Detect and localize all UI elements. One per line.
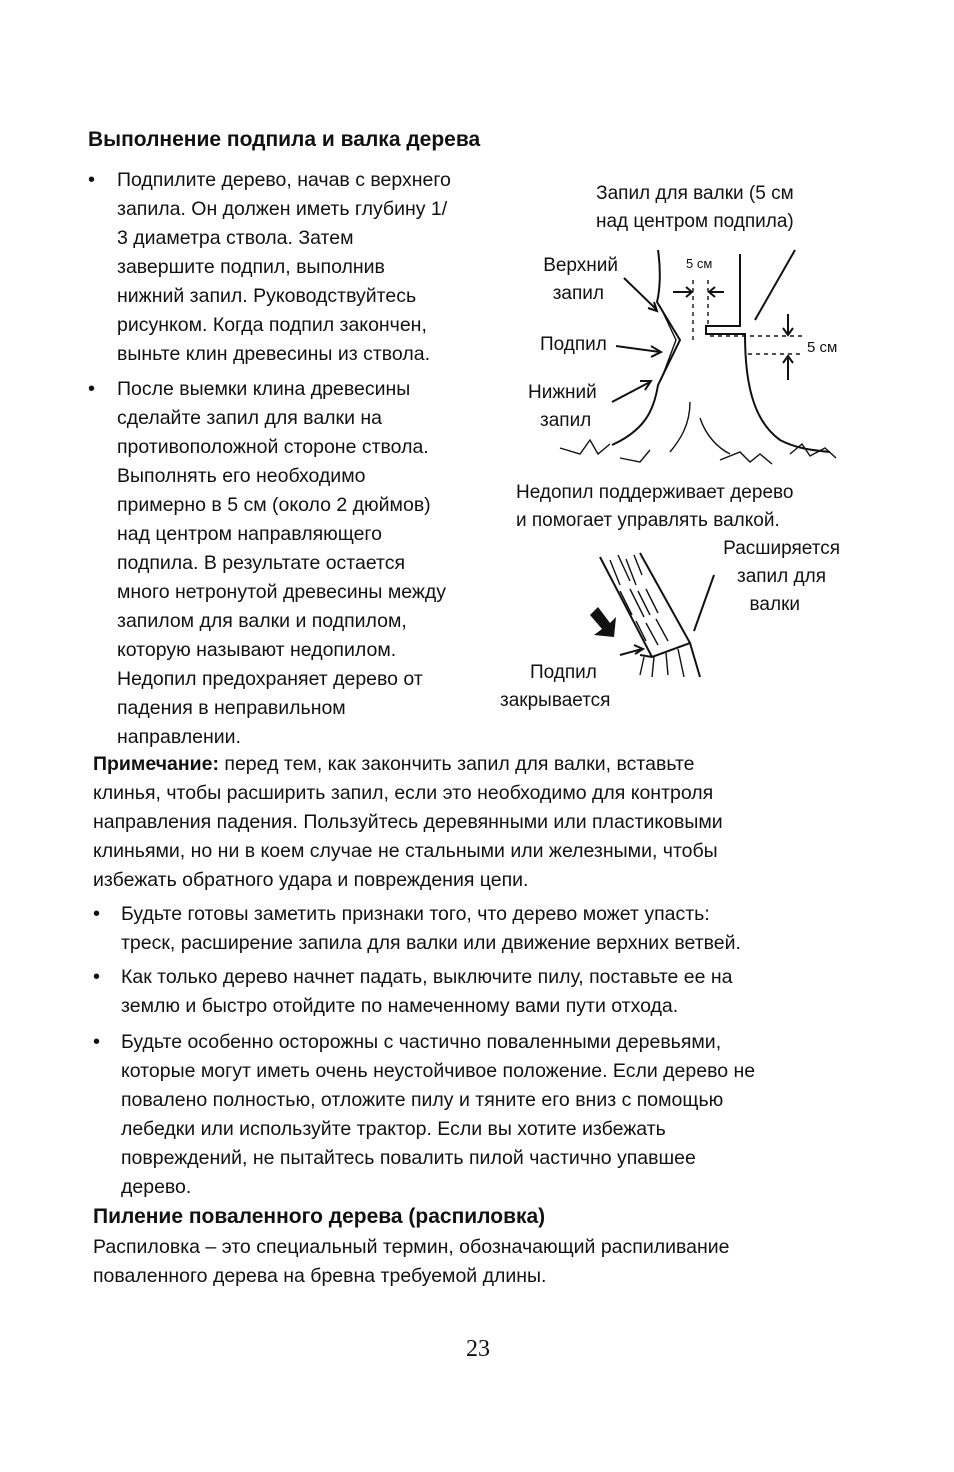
hinge-diagram-illustration — [580, 545, 720, 685]
text-line: сделайте запил для валки на — [117, 407, 383, 429]
bullet2-text — [117, 375, 446, 752]
text-line: запила. Он должен иметь глубину 1/ — [117, 198, 448, 220]
text-line: землю и быстро отойдите по намеченному вами пути отхода. — [121, 995, 679, 1017]
note-label: Примечание: — [93, 753, 219, 775]
text-line: над центром направляющего — [117, 523, 382, 545]
text-line: Недопил предохраняет дерево от — [117, 668, 423, 690]
text-line: 3 диаметра ствола. Затем — [117, 227, 354, 249]
bullet4-text — [121, 963, 733, 1021]
text-line: подпила. В результате остается — [117, 552, 406, 574]
label-notch-closes: Подпил закрывается — [500, 662, 611, 711]
bullet-marker: • — [93, 1031, 101, 1053]
text-line: лебедки или используйте трактор. Если вы хотите избежать — [121, 1118, 666, 1140]
text-line: противоположной стороне ствола. — [117, 436, 429, 458]
text-line: рисунком. Когда подпил закончен, — [117, 314, 427, 336]
text-line: поваленного дерева на бревна требуемой длины. — [93, 1265, 547, 1287]
text-line: повреждений, не пытайтесь повалить пилой частично упавшее — [121, 1147, 696, 1169]
text-line: После выемки клина древесины — [117, 378, 411, 400]
text-line: повалено полностью, отложите пилу и тяните его вниз с помощью — [121, 1089, 724, 1111]
text-line: которые могут иметь очень неустойчивое положение. Если дерево не — [121, 1060, 756, 1082]
note-first-line: Примечание: перед тем, как закончить запил для валки, вставьте — [93, 753, 695, 775]
text-line: избежать обратного удара и повреждения цепи. — [93, 869, 529, 891]
label-notch: Подпил — [540, 334, 607, 355]
text-line: направления падения. Пользуйтесь деревянными или пластиковыми — [93, 811, 723, 833]
text-line: клиньями, но ни в коем случае не стальными или железными, чтобы — [93, 840, 718, 862]
text-line: Выполнять его необходимо — [117, 465, 366, 487]
label-upper-cut: Верхний запил — [543, 255, 618, 304]
text-line: Как только дерево начнет падать, выключите пилу, поставьте ее на — [121, 966, 733, 988]
label-backcut-widens: Расширяется запил для валки — [723, 538, 840, 615]
bullet-marker: • — [93, 966, 101, 988]
text-line: Распиловка – это специальный термин, обозначающий распиливание — [93, 1236, 730, 1258]
bullet5-text — [121, 1028, 755, 1202]
text-line: треск, расширение запила для валки или движение верхних ветвей. — [121, 932, 741, 954]
text-line: Будьте особенно осторожны с частично поваленными деревьями, — [121, 1031, 722, 1053]
text-line: Будьте готовы заметить признаки того, что дерево может упасть: — [121, 903, 710, 925]
text-line: падения в неправильном — [117, 697, 346, 719]
text-line: Подпилите дерево, начав с верхнего — [117, 169, 451, 191]
text-line: выньте клин древесины из ствола. — [117, 343, 430, 365]
figure2-caption: Недопил поддерживает дерево и помогает управлять валкой. — [516, 482, 794, 531]
bullet3-text — [121, 900, 741, 958]
figure1-caption: Запил для валки (5 см над центром подпила) — [596, 183, 794, 232]
bullet-marker: • — [88, 169, 96, 191]
text-line: которую называют недопилом. — [117, 639, 397, 661]
bullet1-text — [117, 166, 451, 369]
bucking-paragraph — [93, 1233, 729, 1291]
text-line: нижний запил. Руководствуйтесь — [117, 285, 417, 307]
text-line: дерево. — [121, 1176, 192, 1198]
text-line: завершите подпил, выполнив — [117, 256, 385, 278]
bullet-marker: • — [88, 378, 96, 400]
text-line: клинья, чтобы расширить запил, если это необходимо для контроля — [93, 782, 714, 804]
bullet-marker: • — [93, 903, 101, 925]
dim-label-vertical: 5 см — [807, 339, 838, 356]
text-line: примерно в 5 см (около 2 дюймов) — [117, 494, 431, 516]
section-heading-felling: Выполнение подпила и валка дерева — [88, 128, 481, 151]
text-line: много нетронутой древесины между — [117, 581, 447, 603]
dim-label-horizontal: 5 см — [686, 256, 713, 271]
label-lower-cut: Нижний запил — [528, 382, 597, 431]
notch-diagram-illustration — [540, 240, 860, 480]
page-number: 23 — [466, 1336, 490, 1362]
text-line: направлении. — [117, 726, 241, 748]
text-line: запилом для валки и подпилом, — [117, 610, 407, 632]
note-paragraph — [93, 750, 723, 895]
section-heading-bucking: Пиление поваленного дерева (распиловка) — [93, 1205, 546, 1228]
